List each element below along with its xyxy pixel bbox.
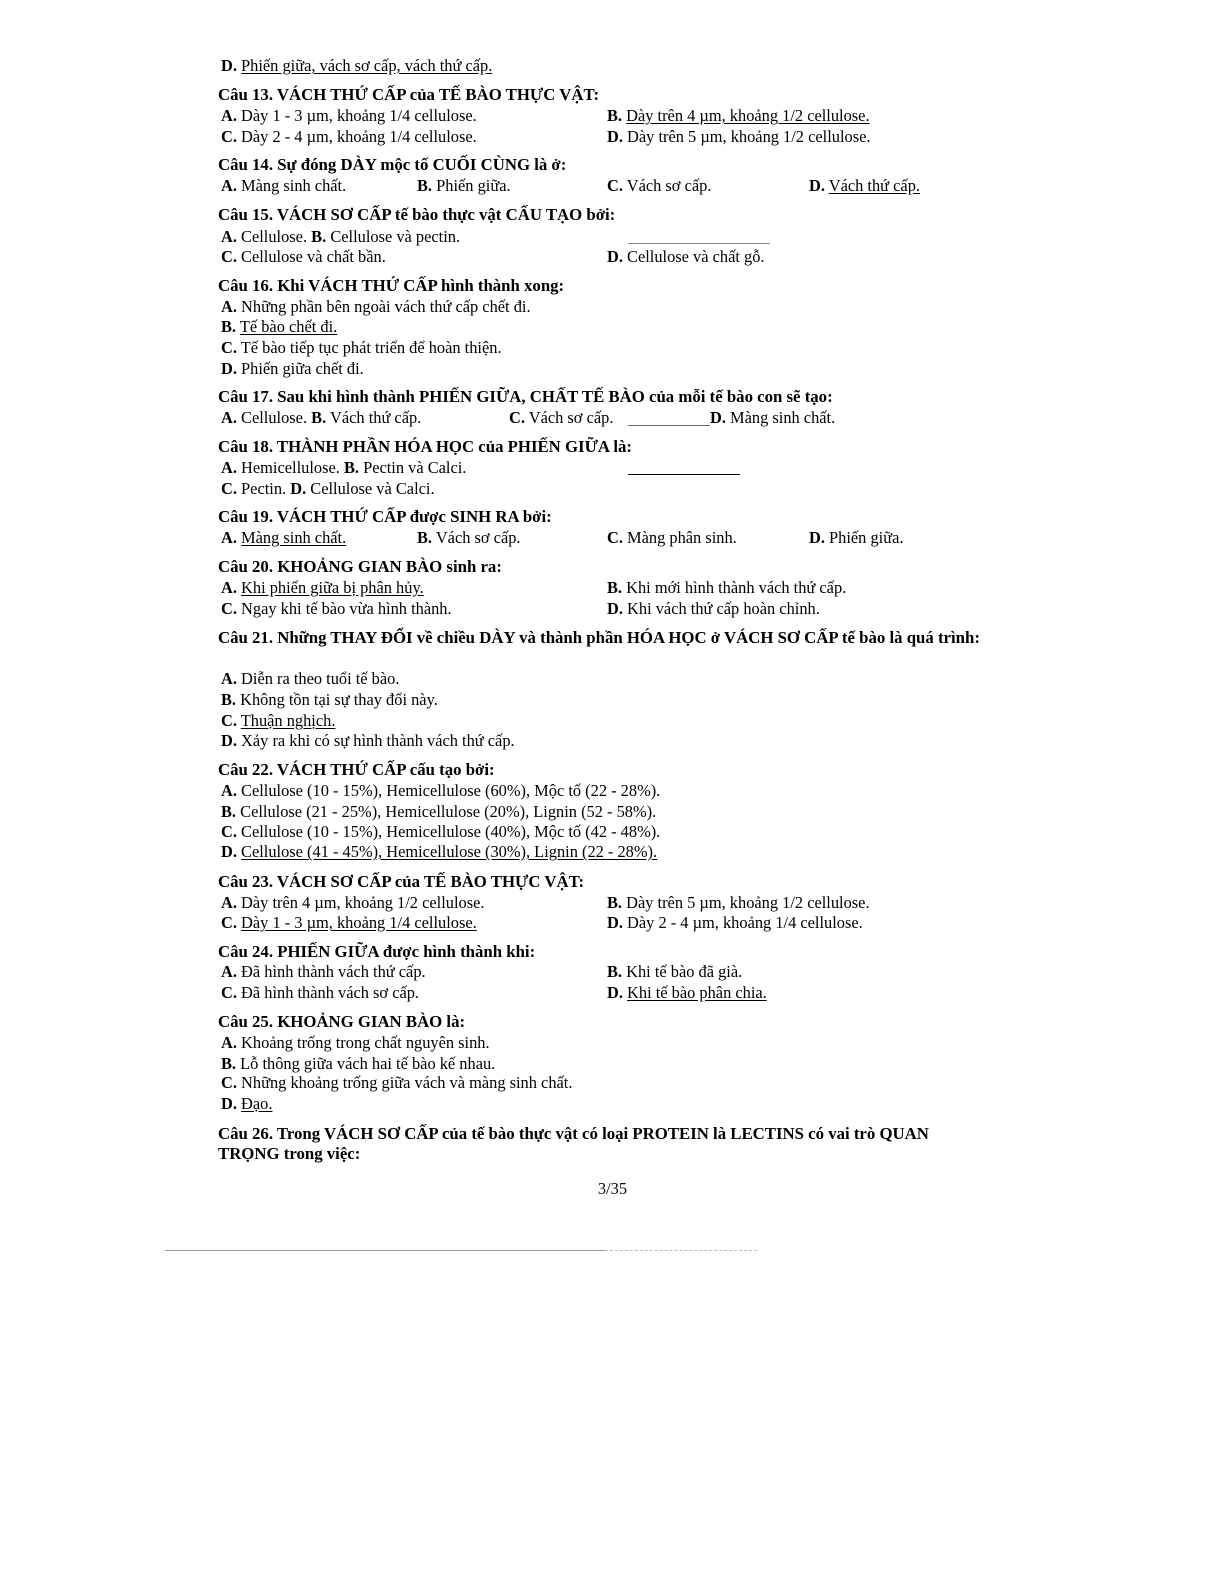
question-title: Câu 13. VÁCH THỨ CẤP của TẾ BÀO THỰC VẬT:	[218, 85, 600, 104]
option-c: C. Ngay khi tế bào vừa hình thành.	[221, 599, 452, 618]
option-b: B. Không tồn tại sự thay đổi này.	[221, 690, 438, 709]
question-title: Câu 22. VÁCH THỨ CẤP cấu tạo bởi:	[218, 760, 495, 779]
blank-line	[628, 425, 710, 426]
blank-line	[628, 243, 770, 244]
question-title: Câu 14. Sự đóng DÀY mộc tố CUỐI CÙNG là ở:	[218, 155, 567, 174]
option-c: C. Dày 2 - 4 µm, khoảng 1/4 cellulose.	[221, 127, 477, 146]
option-a: A. Dày trên 4 µm, khoảng 1/2 cellulose.	[221, 893, 485, 912]
option-d: D. Cellulose (41 - 45%), Hemicellulose (30%), Lignin (22 - 28%).	[221, 842, 658, 861]
blank-line	[628, 474, 740, 475]
option-c: C. Vách sơ cấp.	[509, 408, 614, 427]
option-a: A. Dày 1 - 3 µm, khoảng 1/4 cellulose.	[221, 106, 477, 125]
question-title: Câu 24. PHIẾN GIỮA được hình thành khi:	[218, 942, 536, 961]
page-divider-faint	[605, 1250, 757, 1251]
option-d: D. Dày trên 5 µm, khoảng 1/2 cellulose.	[607, 127, 871, 146]
option-a: A. Khoảng trống trong chất nguyên sinh.	[221, 1033, 490, 1052]
option-c: C. Cellulose và chất bần.	[221, 247, 386, 266]
option-b: B. Phiến giữa.	[417, 176, 511, 195]
option-a-b-line: A. Cellulose. B. Cellulose và pectin.	[221, 227, 461, 246]
question-title: Câu 21. Những THAY ĐỔI về chiều DÀY và thành phần HÓA HỌC ở VÁCH SƠ CẤP tế bào là quá trình:	[218, 628, 980, 647]
option-d: D. Khi vách thứ cấp hoàn chỉnh.	[607, 599, 820, 618]
option-a: A. Những phần bên ngoài vách thứ cấp chết đi.	[221, 297, 531, 316]
option-a: A. Cellulose (10 - 15%), Hemicellulose (60%), Mộc tố (22 - 28%).	[221, 781, 661, 800]
option-c: C. Đã hình thành vách sơ cấp.	[221, 983, 420, 1002]
question-title: Câu 20. KHOẢNG GIAN BÀO sinh ra:	[218, 557, 502, 576]
page-divider	[165, 1250, 605, 1251]
option-a-b-line: A. Cellulose. B. Vách thứ cấp.	[221, 408, 422, 427]
option-b: B. Khi tế bào đã già.	[607, 962, 743, 981]
option-d: D. Xảy ra khi có sự hình thành vách thứ cấp.	[221, 731, 515, 750]
option-c: C. Vách sơ cấp.	[607, 176, 712, 195]
option-c: C. Dày 1 - 3 µm, khoảng 1/4 cellulose.	[221, 913, 477, 932]
option-b: B. Cellulose (21 - 25%), Hemicellulose (20%), Lignin (52 - 58%).	[221, 802, 657, 821]
option-c-d-line: C. Pectin. D. Cellulose và Calci.	[221, 479, 435, 498]
option-d: D. Phiến giữa.	[809, 528, 904, 547]
question-title: Câu 17. Sau khi hình thành PHIẾN GIỮA, CHẤT TẾ BÀO của mỗi tế bào con sẽ tạo:	[218, 387, 833, 406]
question-title: Câu 18. THÀNH PHẦN HÓA HỌC của PHIẾN GIỮA là:	[218, 437, 632, 456]
option-c: C. Tế bào tiếp tục phát triển để hoàn thiện.	[221, 338, 502, 357]
option-b: B. Khi mới hình thành vách thứ cấp.	[607, 578, 847, 597]
option-d: D. Màng sinh chất.	[710, 408, 836, 427]
option-letter: D.	[221, 56, 237, 75]
option-a-b-line: A. Hemicellulose. B. Pectin và Calci.	[221, 458, 467, 477]
option-a: A. Khi phiến giữa bị phân hủy.	[221, 578, 424, 597]
option-a: A. Đã hình thành vách thứ cấp.	[221, 962, 426, 981]
option-d: D. Khi tế bào phân chia.	[607, 983, 767, 1002]
option-a: A. Màng sinh chất.	[221, 528, 347, 547]
page-number: 3/35	[597, 1179, 628, 1198]
option-c: C. Màng phân sinh.	[607, 528, 737, 547]
top-option-d	[221, 56, 492, 76]
option-b: B. Dày trên 4 µm, khoảng 1/2 cellulose.	[607, 106, 870, 125]
question-title: Câu 15. VÁCH SƠ CẤP tế bào thực vật CẤU TẠO bởi:	[218, 205, 616, 224]
option-d: D. Phiến giữa chết đi.	[221, 359, 364, 378]
option-d: D. Đạo.	[221, 1094, 273, 1113]
question-title: Câu 19. VÁCH THỨ CẤP được SINH RA bởi:	[218, 507, 552, 526]
option-c: C. Thuận nghịch.	[221, 711, 336, 730]
option-b: B. Tế bào chết đi.	[221, 317, 338, 336]
option-c: C. Cellulose (10 - 15%), Hemicellulose (40%), Mộc tố (42 - 48%).	[221, 822, 661, 841]
question-title: Câu 26. Trong VÁCH SƠ CẤP của tế bào thực vật có loại PROTEIN là LECTINS có vai trò QUAN TRỌNG trong việc:	[218, 1124, 929, 1163]
option-b: B. Dày trên 5 µm, khoảng 1/2 cellulose.	[607, 893, 870, 912]
option-b: B. Vách sơ cấp.	[417, 528, 521, 547]
option-d: D. Cellulose và chất gỗ.	[607, 247, 765, 266]
option-d: D. Vách thứ cấp.	[809, 176, 921, 195]
option-b: B. Lỗ thông giữa vách hai tế bào kế nhau.	[221, 1054, 496, 1073]
option-c: C. Những khoảng trống giữa vách và màng sinh chất.	[221, 1073, 573, 1092]
question-title: Câu 25. KHOẢNG GIAN BÀO là:	[218, 1012, 466, 1031]
option-text: Phiến giữa, vách sơ cấp, vách thứ cấp.	[241, 56, 493, 75]
option-d: D. Dày 2 - 4 µm, khoảng 1/4 cellulose.	[607, 913, 863, 932]
question-title: Câu 16. Khi VÁCH THỨ CẤP hình thành xong:	[218, 276, 565, 295]
question-title: Câu 23. VÁCH SƠ CẤP của TẾ BÀO THỰC VẬT:	[218, 872, 585, 891]
option-a: A. Diễn ra theo tuổi tế bào.	[221, 669, 400, 688]
option-a: A. Màng sinh chất.	[221, 176, 347, 195]
